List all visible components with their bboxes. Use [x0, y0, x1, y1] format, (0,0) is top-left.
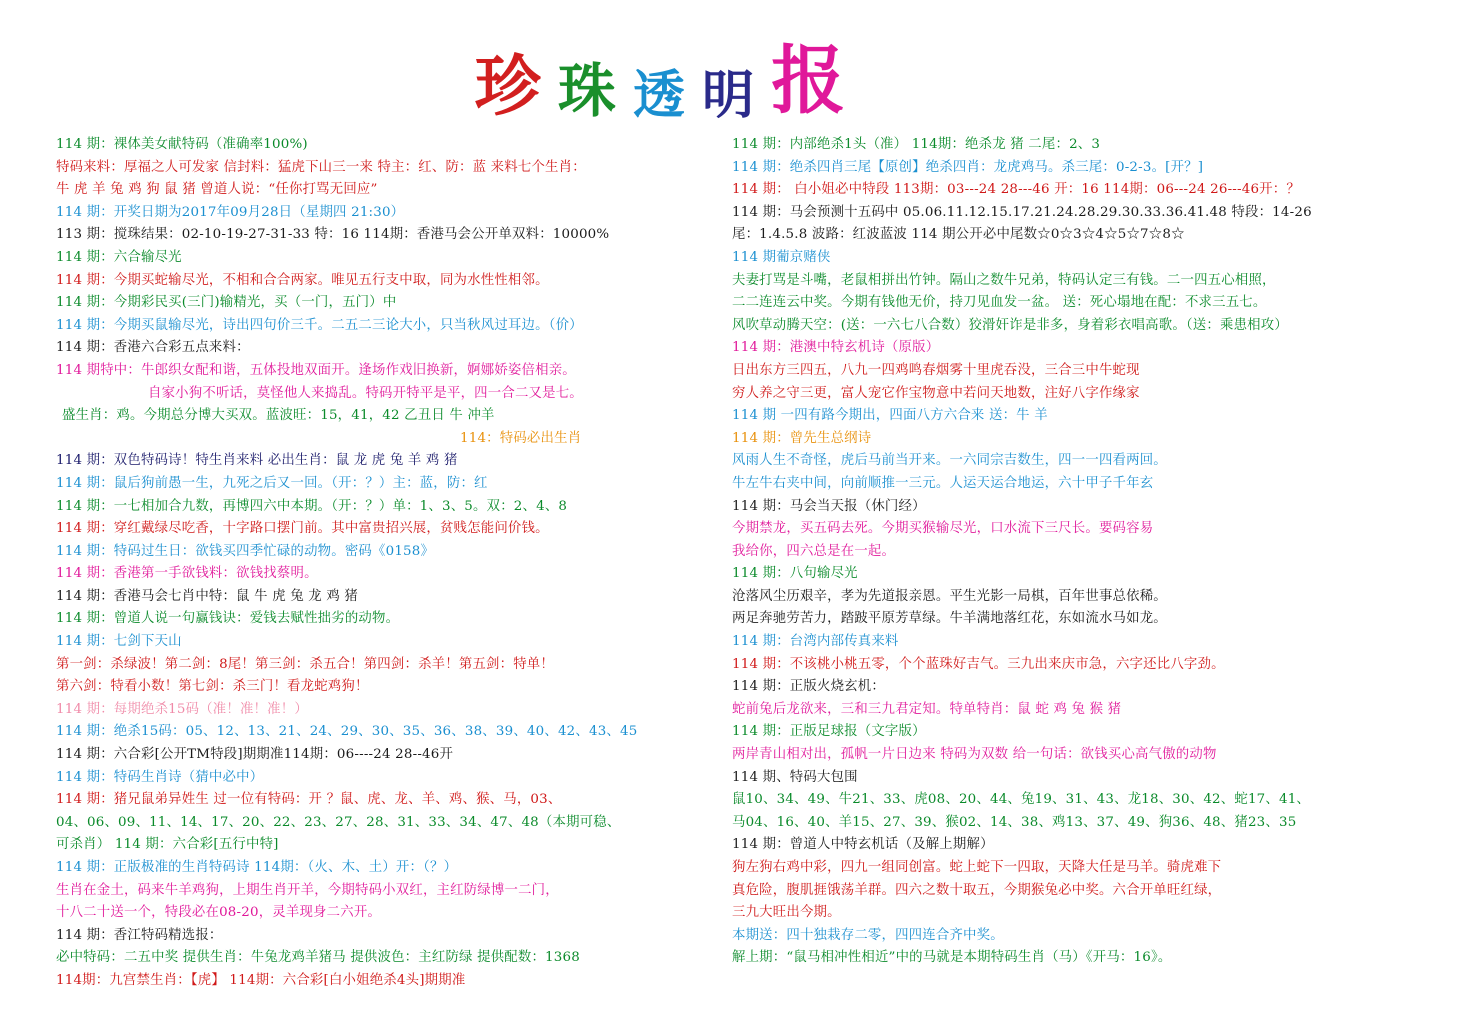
right-column-line-6: 114 期葡京赌侠	[732, 249, 831, 265]
left-column-line-7: 114 期：今期买蛇输尽光，不相和合合两家。唯见五行支中取，同为水性性相邻。	[56, 272, 549, 288]
left-column-line-12: 自家小狗不听话，莫怪他人来捣乱。特码开特平是平，四一合二又是七。	[148, 385, 583, 401]
right-column-line-24: 114 期：不该桃小桃五零，个个蓝珠好吉气。三九出来庆市急，六字还比八字劲。	[732, 656, 1225, 672]
right-column-line-32: 114 期：曾道人中特玄机话（及解上期解）	[732, 837, 994, 853]
left-column-line-24: 第一剑：杀绿波！第二剑：8尾！第三剑：杀五合！第四剑：杀羊！第五剑：特单！	[56, 656, 554, 672]
left-column-line-8: 114 期：今期彩民买(三门)输精光，买（一门，五门）中	[56, 295, 397, 311]
right-column-line-12: 穷人养之守三更，富人宠它作宝物意中若问天地数，注好八字作缘家	[732, 385, 1140, 401]
left-column-line-33: 114 期：正版极准的生肖特码诗 114期：（火、木、土）开：（？）	[56, 860, 458, 875]
right-column-line-26: 蛇前兔后龙欲来，三和三九君定知。特单特肖：鼠 蛇 鸡 兔 猴 猪	[732, 701, 1122, 717]
right-column-line-15: 风雨人生不奇怪，虎后马前当开来。一六同宗吉数生，四一一四看两回。	[732, 453, 1167, 469]
left-column-line-18: 114 期：穿红戴绿尽吃香，十字路口摆门前。其中富贵招兴展，贫贱怎能问价钱。	[56, 521, 549, 537]
right-column-line-29: 114 期、特码大包围	[732, 769, 858, 785]
left-column-line-38: 114期：九宫禁生肖：【虎】 114期：六合彩[白小姐绝杀4头]期期准	[56, 972, 466, 988]
left-column-line-11: 114 期特中：牛郎织女配和谐，五体投地双面开。逢场作戏旧换新，婀娜娇姿倍相亲。	[56, 362, 576, 378]
left-column-line-30: 114 期：猪兄鼠弟异姓生 过一位有特码：开 ？鼠、虎、龙、羊、鸡、猴、马，03、	[56, 792, 562, 808]
right-column-line-35: 三九大旺出今期。	[732, 905, 841, 921]
left-column-line-5: 113 期：搅珠结果：02-10-19-27-31-33 特：16 114期：香港马会公开单双料：10000%	[56, 227, 610, 243]
right-column-line-4: 114 期：马会预测十五码中 05.06.11.12.15.17.21.24.28.29.30.33.36.41.48 特段：14-26	[732, 204, 1312, 220]
right-column-line-10: 114 期：港澳中特玄机诗（原版）	[732, 340, 940, 356]
left-column-line-9: 114 期：今期买鼠输尽光，诗出四句价三千。二五二三论大小，只当秋风过耳边。（价）	[56, 317, 583, 333]
masthead-char-4: 明	[702, 66, 755, 126]
left-column-line-25: 第六剑：特看小数！第七剑：杀三门！看龙蛇鸡狗！	[56, 679, 369, 695]
right-column-line-11: 日出东方三四五，八九一四鸡鸣春烟雾十里虎吞没，三合三中牛蛇现	[732, 362, 1140, 378]
left-column-line-16: 114 期：鼠后狗前愚一生，九死之后又一回。（开：？）主：蓝，防：红	[56, 475, 488, 491]
masthead-char-5: 报	[771, 38, 846, 124]
left-column-line-2: 特码来料：厚福之人可发家 信封料：猛虎下山三一来 特主：红、防：蓝 来料七个生肖：	[56, 159, 586, 175]
left-column-line-13: 盛生肖：鸡。今期总分博大买双。蓝波旺：15，41，42 乙丑日 牛 冲羊	[62, 408, 495, 424]
right-column-line-16: 牛左牛右夹中间，向前顺推一三元。人运天运合地运，六十甲子千年玄	[732, 475, 1154, 491]
right-column-line-31: 马04、16、40、羊15、27、39、猴02、14、38、鸡13、37、49、狗36、48、猪23、35	[732, 814, 1297, 830]
left-column-line-15: 114 期：双色特码诗！特生肖来料 必出生肖：鼠 龙 虎 兔 羊 鸡 猪	[56, 453, 458, 469]
left-column-line-21: 114 期：香港马会七肖中特：鼠 牛 虎 兔 龙 鸡 猪	[56, 588, 358, 604]
left-column-line-29: 114 期：特码生肖诗（猜中必中）	[56, 769, 264, 785]
right-column-line-34: 真危险，腹肌捱饿荡羊群。四六之数十取五，今期猴兔必中奖。六合开单旺红绿，	[732, 882, 1222, 898]
right-column-line-14: 114 期：曾先生总纲诗	[732, 430, 872, 446]
left-column-line-19: 114 期：特码过生日：欲钱买四季忙碌的动物。密码《0158》	[56, 543, 435, 559]
right-column-line-36: 本期送：四十独栽存二零，四四连合齐中奖。	[732, 927, 1004, 943]
left-column	[56, 134, 706, 993]
right-column-line-1: 114 期：内部绝杀1头（准） 114期：绝杀龙 猪 二尾：2、3	[732, 137, 1101, 152]
right-column-line-8: 二二连连云中奖。今期有钱他无价，持刀见血发一盆。 送：死心塌地在配：不求三五七。	[732, 295, 1267, 311]
left-column-line-34: 生肖在金土，码来牛羊鸡狗，上期生肖开羊，今期特码小双红，主红防绿博一二门，	[56, 882, 559, 898]
left-column-line-14: 114：特码必出生肖	[460, 430, 582, 446]
right-column-line-22: 两足奔驰劳苦力，踏跛平原芳草绿。牛羊满地落红花，东如流水马如龙。	[732, 611, 1167, 627]
left-column-line-31: 04、06、09、11、14、17、20、22、23、27、28、31、33、34、47、48（本期可稳、	[56, 814, 621, 830]
left-column-line-35: 十八二十送一个，特段必在08-20，灵羊现身二六开。	[56, 905, 382, 921]
right-column-line-28: 两岸青山相对出，孤帆一片日边来 特码为双数 给一句话：欲钱买心高气傲的动物	[732, 747, 1217, 763]
masthead-char-2: 珠	[557, 57, 616, 125]
newspaper-masthead	[0, 22, 1320, 132]
right-column-line-23: 114 期：台湾内部传真来料	[732, 634, 899, 650]
left-column-line-26: 114 期：每期绝杀15码（准！准！准！）	[56, 701, 308, 717]
masthead-char-3: 透	[632, 66, 685, 126]
right-column	[732, 134, 1432, 970]
masthead-char-1: 珍	[474, 48, 541, 125]
right-column-line-17: 114 期：马会当天报（休门经）	[732, 498, 926, 514]
right-column-line-19: 我给你，四六总是在一起。	[732, 543, 896, 559]
left-column-line-3: 牛 虎 羊 兔 鸡 狗 鼠 猪 曾道人说：“任你打骂无回应”	[56, 182, 378, 198]
right-column-line-21: 沧落风尘历艰辛，孝为先道报亲恩。平生光影一局棋，百年世事总依稀。	[732, 588, 1167, 604]
left-column-line-28: 114 期：六合彩[公开TM特段]期期准114期：06----24 28--46开	[56, 747, 454, 763]
left-column-line-23: 114 期：七剑下天山	[56, 634, 182, 650]
left-column-line-6: 114 期：六合输尽光	[56, 249, 182, 265]
right-column-line-9: 风吹草动腾天空：(送：一六七八合数）狡滑奸诈是非多，身着彩衣唱高歌。（送：乘患相攻）	[732, 317, 1288, 333]
left-column-line-20: 114 期：香港第一手欲钱料：欲钱找蔡明。	[56, 566, 318, 582]
left-column-line-10: 114 期：香港六合彩五点来料：	[56, 340, 250, 356]
left-column-line-32: 可杀肖） 114 期：六合彩[五行中特]	[56, 837, 279, 853]
right-column-line-33: 狗左狗右鸡中彩，四九一组同创富。蛇上蛇下一四取，天降大任是马羊。骑虎难下	[732, 860, 1222, 875]
right-column-line-20: 114 期：八句输尽光	[732, 566, 858, 582]
right-column-line-7: 夫妻打骂是斗嘴，老鼠相拼出竹钟。隔山之数牛兄弟，特码认定三有钱。二一四五心相照，	[732, 272, 1276, 288]
right-column-line-5: 尾：1.4.5.8 波路：红波蓝波 114 期公开必中尾数☆0☆3☆4☆5☆7☆8☆	[732, 227, 1185, 243]
right-column-line-2: 114 期：绝杀四肖三尾【原创】绝杀四肖：龙虎鸡马。杀三尾：0-2-3。[开？]	[732, 159, 1204, 175]
left-column-line-37: 必中特码：二五中奖 提供生肖：牛兔龙鸡羊猪马 提供波色：主红防绿 提供配数：1368	[56, 950, 580, 966]
right-column-line-3: 114 期： 白小姐必中特段 113期：03---24 28---46 开：16 114期：06---24 26---46开：？	[732, 182, 1300, 198]
left-column-line-17: 114 期：一七相加合九数，再博四六中本期。（开：？）单：1、3、5。双：2、4、8	[56, 498, 568, 514]
left-column-line-27: 114 期：绝杀15码：05、12、13、21、24、29、30、35、36、38、39、40、42、43、45	[56, 724, 638, 740]
right-column-line-18: 今期禁龙，买五码去死。今期买猴输尽光，口水流下三尺长。要码容易	[732, 521, 1154, 537]
right-column-line-27: 114 期：正版足球报（文字版）	[732, 724, 926, 740]
right-column-line-37: 解上期：“鼠马相冲性相近”中的马就是本期特码生肖（马）《开马：16》。	[732, 950, 1172, 966]
left-column-line-4: 114 期：开奖日期为2017年09月28日（星期四 21:30）	[56, 204, 405, 220]
left-column-line-1: 114 期：裸体美女献特码（准确率100%)	[56, 137, 308, 152]
right-column-line-30: 鼠10、34、49、牛21、33、虎08、20、44、兔19、31、43、龙18、30、42、蛇17、41、	[732, 792, 1311, 808]
left-column-line-22: 114 期：曾道人说一句赢钱诀：爱钱去赋性拙劣的动物。	[56, 611, 400, 627]
right-column-line-25: 114 期：正版火烧玄机：	[732, 679, 885, 695]
left-column-line-36: 114 期：香江特码精选报：	[56, 927, 223, 943]
right-column-line-13: 114 期 一四有路今期出，四面八方六合来 送：牛 羊	[732, 408, 1048, 424]
